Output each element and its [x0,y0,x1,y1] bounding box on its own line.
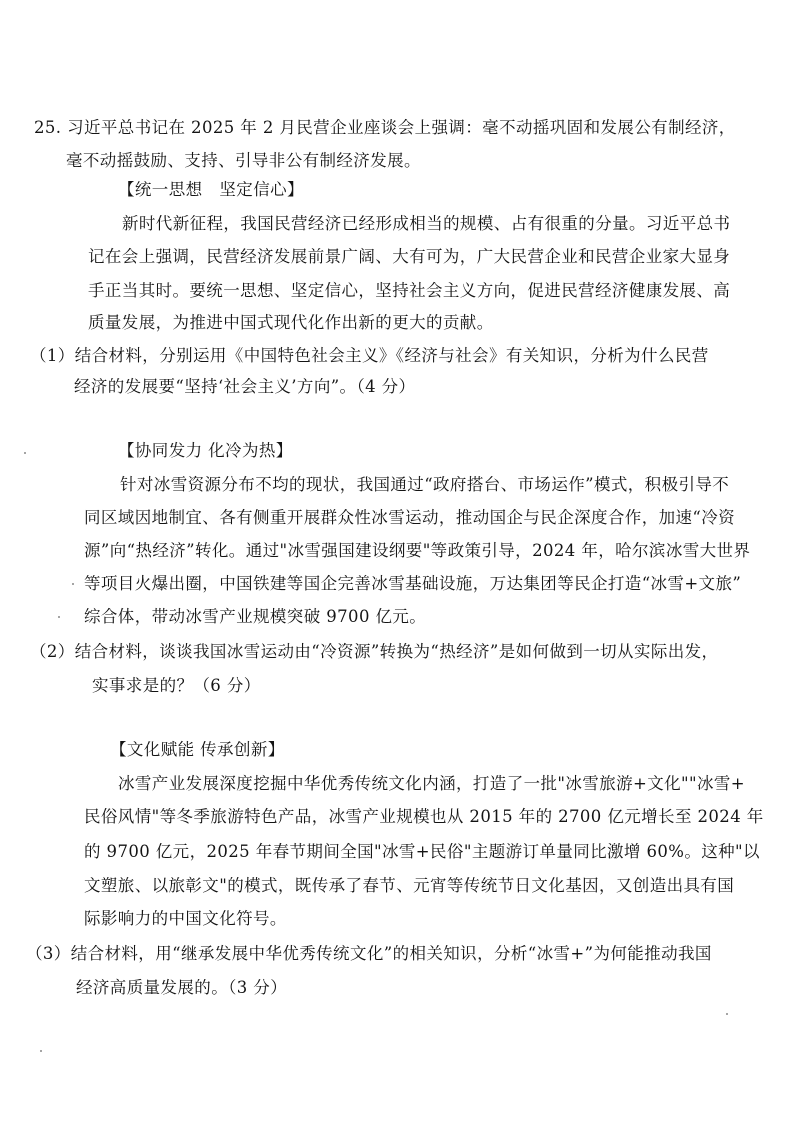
section-1-para-line-3: 手正当其时。要统一思想、坚定信心，坚持社会主义方向，促进民营经济健康发展、高 [88,281,731,300]
sub-question-1-label: （1） [30,346,75,365]
sub-question-3-text-1: 结合材料，用“继承发展中华优秀传统文化”的相关知识，分析“冰雪+”为何能推动我国 [70,944,712,963]
section-1-para-line-2: 记在会上强调，民营经济发展前景广阔、大有可为，广大民营企业和民营企业家大显身 [88,247,731,266]
sub-question-2-line-2: 实事求是的？（6 分） [92,676,261,695]
section-1-para-line-4: 质量发展，为推进中国式现代化作出新的更大的贡献。 [88,313,494,332]
sub-question-2-label: （2） [30,642,75,661]
question-stem-line-2: 毫不动摇鼓励、支持、引导非公有制经济发展。 [66,151,421,170]
section-1-para-line-1: 新时代新征程，我国民营经济已经形成相当的规模、占有很重的分量。习近平总书 [122,214,731,233]
question-stem-line-1 [34,118,736,138]
section-3-para-line-3: 的 9700 亿元，2025 年春节期间全国"冰雪+民俗"主题游订单量同比激增 60%。这种"以 [84,842,760,861]
scan-speck [72,583,74,585]
section-2-heading: 【协同发力 化冷为热】 [118,441,293,460]
sub-question-1-line-1 [30,346,709,366]
section-3-para-line-2: 民俗风情"等冬季旅游特色产品，冰雪产业规模也从 2015 年的 2700 亿元增长至 2024 年 [84,807,764,826]
section-2-para-line-3: 源”向“热经济”转化。通过"冰雪强国建设纲要"等政策引导，2024 年，哈尔滨冰雪大世界 [84,541,751,560]
section-2-para-line-2: 同区域因地制宜、各有侧重开展群众性冰雪运动，推动国企与民企深度合作，加速“冷资 [84,508,736,527]
section-3-para-line-1: 冰雪产业发展深度挖掘中华优秀传统文化内涵，打造了一批"冰雪旅游+文化""冰雪+ [118,774,746,793]
section-1-heading: 【统一思想 坚定信心】 [118,180,304,199]
question-number: 25. [34,118,62,137]
question-stem-text-1: 习近平总书记在 2025 年 2 月民营企业座谈会上强调：毫不动摇巩固和发展公有制经济， [67,118,736,137]
section-3-para-line-5: 际影响力的中国文化符号。 [84,909,287,928]
sub-question-1-text-1: 结合材料，分别运用《中国特色社会主义》《经济与社会》有关知识，分析为什么民营 [74,346,709,365]
section-2-para-line-4: 等项目火爆出圈，中国铁建等国企完善冰雪基础设施，万达集团等民企打造“冰雪+文旅” [84,574,742,593]
scan-speck [24,452,26,454]
scan-speck [40,1050,42,1052]
sub-question-2-line-1 [30,642,718,662]
scan-speck [726,1013,728,1015]
sub-question-3-line-2: 经济高质量发展的。（3 分） [76,978,288,997]
sub-question-1-line-2: 经济的发展要“坚持‘社会主义’方向”。（4 分） [74,377,416,396]
section-2-para-line-1: 针对冰雪资源分布不均的现状，我国通过“政府搭台、市场运作”模式，积极引导不 [120,475,730,494]
section-2-para-line-5: 综合体，带动冰雪产业规模突破 9700 亿元。 [84,607,427,626]
scan-speck [58,616,60,618]
sub-question-3-label: （3） [26,944,71,963]
sub-question-2-text-1: 结合材料，谈谈我国冰雪运动由“冷资源”转换为“热经济”是如何做到一切从实际出发， [74,642,719,661]
section-3-heading: 【文化赋能 传承创新】 [110,740,285,759]
section-3-para-line-4: 文塑旅、以旅彰文"的模式，既传承了春节、元宵等传统节日文化基因，又创造出具有国 [84,876,735,895]
sub-question-3-line-1 [26,944,712,964]
